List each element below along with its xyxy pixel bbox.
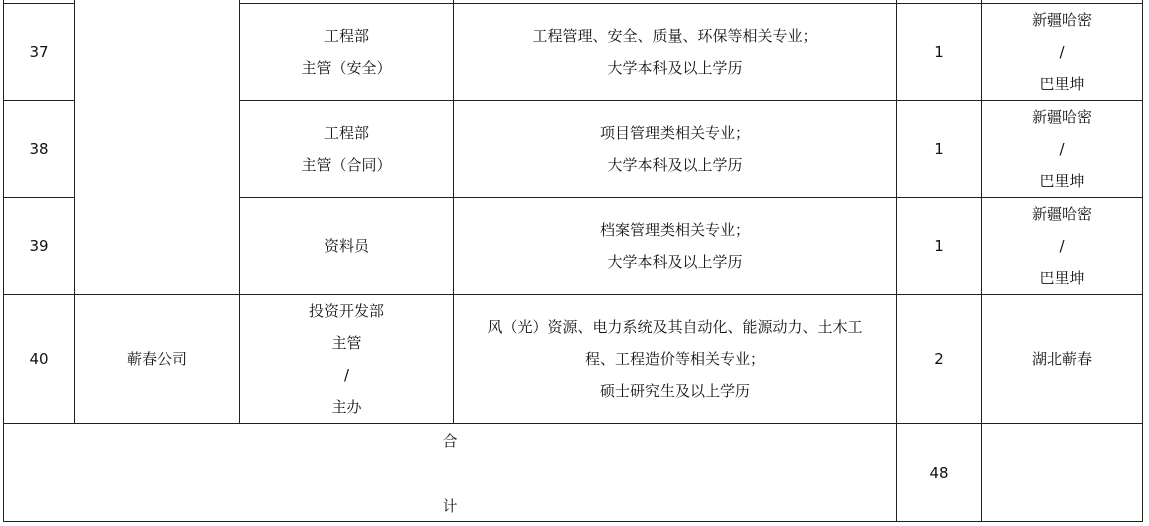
location-cell	[982, 4, 1142, 100]
requirement-cell	[454, 295, 896, 423]
department-cell	[240, 4, 453, 100]
total-label-char: 计	[442, 497, 458, 515]
total-count-cell	[897, 424, 981, 521]
location-cell	[982, 198, 1142, 294]
location-text: 巴里坤	[1039, 172, 1085, 190]
location-separator: /	[1059, 237, 1065, 255]
requirement-text: 大学本科及以上学历	[607, 59, 743, 77]
total-label-char: 合	[442, 432, 458, 450]
table-row	[4, 295, 74, 423]
count-cell	[897, 198, 981, 294]
location-separator: /	[1059, 140, 1065, 158]
requirement-text: 档案管理类相关专业；	[599, 221, 750, 239]
total-count: 48	[929, 463, 949, 482]
department-cell	[240, 101, 453, 197]
position-text: 主管	[331, 334, 362, 352]
company-cell	[75, 295, 239, 423]
headcount: 1	[934, 43, 944, 61]
requirement-text: 风（光）资源、电力系统及其自动化、能源动力、土木工	[487, 318, 863, 336]
location-text: 巴里坤	[1039, 269, 1085, 287]
total-label-bottom	[4, 490, 896, 522]
headcount: 1	[934, 237, 944, 255]
department-text: 投资开发部	[308, 302, 384, 320]
position-text: 主办	[331, 398, 362, 416]
location-cell	[982, 295, 1142, 423]
department-text: 工程部	[323, 27, 369, 45]
company-name: 蕲春公司	[126, 350, 187, 368]
requirement-cell	[454, 198, 896, 294]
total-label-top	[4, 424, 896, 458]
requirement-cell	[454, 101, 896, 197]
location-separator: /	[1059, 43, 1065, 61]
row-number: 37	[29, 43, 49, 61]
table-border-right	[1142, 0, 1143, 522]
position-separator: /	[343, 366, 350, 384]
table-row	[4, 198, 74, 294]
row-number: 39	[29, 237, 49, 255]
requirement-text: 大学本科及以上学历	[607, 156, 743, 174]
headcount: 2	[934, 350, 944, 368]
requirement-text: 工程管理、安全、质量、环保等相关专业；	[532, 27, 818, 45]
location-cell	[982, 101, 1142, 197]
row-number: 38	[29, 140, 49, 158]
location-text: 新疆哈密	[1031, 11, 1092, 29]
requirement-text: 硕士研究生及以上学历	[599, 382, 750, 400]
position-text: 资料员	[323, 237, 369, 255]
location-text: 湖北蕲春	[1031, 350, 1092, 368]
headcount: 1	[934, 140, 944, 158]
location-text: 新疆哈密	[1031, 205, 1092, 223]
count-cell	[897, 4, 981, 100]
requirement-text: 程、工程造价等相关专业；	[584, 350, 765, 368]
requirement-cell	[454, 4, 896, 100]
department-text: 工程部	[323, 124, 369, 142]
location-text: 新疆哈密	[1031, 108, 1092, 126]
count-cell	[897, 295, 981, 423]
position-text: 主管（安全）	[301, 59, 392, 77]
total-empty-cell	[982, 424, 1142, 521]
count-cell	[897, 101, 981, 197]
requirement-text: 项目管理类相关专业；	[599, 124, 750, 142]
position-text: 主管（合同）	[301, 156, 392, 174]
location-text: 巴里坤	[1039, 75, 1085, 93]
requirement-text: 大学本科及以上学历	[607, 253, 743, 271]
row-number: 40	[29, 350, 49, 368]
table-row	[4, 4, 74, 100]
department-cell	[240, 295, 453, 423]
department-cell	[240, 198, 453, 294]
table-row	[4, 101, 74, 197]
